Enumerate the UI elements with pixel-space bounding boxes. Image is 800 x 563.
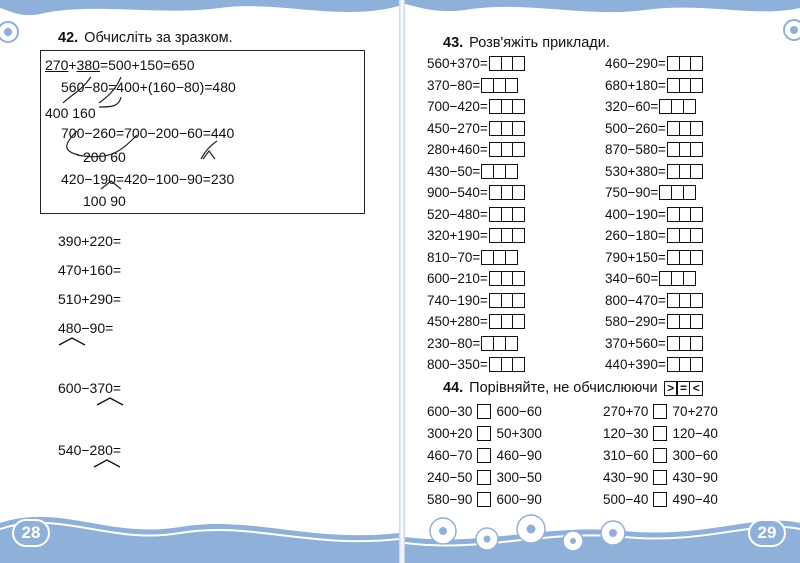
comparison-box[interactable] <box>477 470 491 485</box>
exercise-43-row: 260−180= <box>605 226 702 244</box>
task-42-item: 390+220= <box>58 233 122 249</box>
sample-line-3: 400 160 <box>45 105 96 121</box>
answer-cells[interactable] <box>659 99 694 114</box>
answer-cells[interactable] <box>667 293 702 308</box>
answer-cells[interactable] <box>489 142 524 157</box>
exercise-43-row: 450+280= <box>427 312 524 330</box>
exercise-43-row: 400−190= <box>605 205 702 223</box>
exercise-43-heading <box>443 35 610 51</box>
task-42-item: 480−90= <box>58 320 114 336</box>
page-right <box>405 0 800 563</box>
comparison-row: 430−90 430−90 <box>603 469 718 485</box>
exercise-43-row: 340−60= <box>605 269 695 287</box>
comparison-row: 580−90 600−90 <box>427 491 542 507</box>
answer-cells[interactable] <box>481 78 516 93</box>
answer-cells[interactable] <box>489 56 524 71</box>
top-wave-decoration <box>0 0 399 26</box>
answer-cells[interactable] <box>489 357 524 372</box>
split-caret <box>92 458 122 468</box>
comparison-box[interactable] <box>477 448 491 463</box>
exercise-43-row: 370+560= <box>605 334 702 352</box>
task-42-item: 510+290= <box>58 291 122 307</box>
comparison-box[interactable] <box>653 448 667 463</box>
exercise-43-row: 800−350= <box>427 355 524 373</box>
exercise-43-row: 740−190= <box>427 291 524 309</box>
exercise-43-row: 680+180= <box>605 76 702 94</box>
comparison-box[interactable] <box>653 470 667 485</box>
exercise-43-row: 870−580= <box>605 140 702 158</box>
answer-cells[interactable] <box>659 271 694 286</box>
sample-box <box>40 50 365 214</box>
answer-cells[interactable] <box>667 56 702 71</box>
comparison-row: 310−60 300−60 <box>603 447 718 463</box>
bottom-wave-decoration <box>0 493 399 563</box>
sample-line-2: 560−80=400+(160−80)=480 <box>61 79 236 95</box>
split-caret <box>95 396 125 406</box>
exercise-43-row: 320−60= <box>605 97 695 115</box>
exercise-43-row: 430−50= <box>427 162 517 180</box>
answer-cells[interactable] <box>489 121 524 136</box>
task-42-item: 600−370= <box>58 380 122 396</box>
exercise-43-row: 520−480= <box>427 205 524 223</box>
exercise-43-row: 280+460= <box>427 140 524 158</box>
answer-cells[interactable] <box>481 336 516 351</box>
answer-cells[interactable] <box>489 314 524 329</box>
answer-cells[interactable] <box>667 336 702 351</box>
task-42-item: 540−280= <box>58 442 122 458</box>
exercise-43-row: 810−70= <box>427 248 517 266</box>
answer-cells[interactable] <box>489 293 524 308</box>
top-wave-decoration <box>405 0 800 26</box>
answer-cells[interactable] <box>489 185 524 200</box>
flower-cluster-decoration <box>413 509 643 559</box>
answer-cells[interactable] <box>489 271 524 286</box>
exercise-43-instruction: Розв'яжіть приклади. <box>469 35 610 51</box>
exercise-43-row: 790+150= <box>605 248 702 266</box>
comparison-row: 600−30 600−60 <box>427 403 542 419</box>
answer-cells[interactable] <box>667 314 702 329</box>
answer-cells[interactable] <box>489 207 524 222</box>
answer-cells[interactable] <box>667 78 702 93</box>
answer-cells[interactable] <box>667 250 702 265</box>
answer-cells[interactable] <box>489 228 524 243</box>
exercise-43-row: 900−540= <box>427 183 524 201</box>
comparison-signs-legend: > = < <box>664 381 702 396</box>
page-left <box>0 0 399 563</box>
page-number-left: 28 <box>12 519 50 547</box>
sample-line-1: 270+380=500+150=650 <box>45 57 195 73</box>
answer-cells[interactable] <box>481 164 516 179</box>
task-42-item: 470+160= <box>58 262 122 278</box>
answer-cells[interactable] <box>659 185 694 200</box>
answer-cells[interactable] <box>667 121 702 136</box>
comparison-row: 270+70 70+270 <box>603 403 718 419</box>
exercise-43-row: 560+370= <box>427 54 524 72</box>
exercise-43-row: 320+190= <box>427 226 524 244</box>
answer-cells[interactable] <box>481 250 516 265</box>
exercise-43-row: 230−80= <box>427 334 517 352</box>
exercise-43-row: 800−470= <box>605 291 702 309</box>
exercise-43-row: 450−270= <box>427 119 524 137</box>
exercise-43-row: 530+380= <box>605 162 702 180</box>
exercise-43-row: 750−90= <box>605 183 695 201</box>
comparison-box[interactable] <box>477 404 491 419</box>
comparison-box[interactable] <box>653 426 667 441</box>
exercise-44-number: 44. <box>443 380 464 396</box>
split-caret <box>57 336 87 346</box>
exercise-44-instruction: Порівняйте, не обчислюючи <box>469 380 658 396</box>
comparison-row: 120−30 120−40 <box>603 425 718 441</box>
exercise-43-number: 43. <box>443 35 464 51</box>
exercise-44-heading <box>443 380 702 396</box>
comparison-row: 240−50 300−50 <box>427 469 542 485</box>
exercise-43-row: 580−290= <box>605 312 702 330</box>
answer-cells[interactable] <box>667 142 702 157</box>
flower-decoration-right <box>768 16 800 56</box>
flower-decoration-left <box>0 18 34 58</box>
answer-cells[interactable] <box>667 207 702 222</box>
comparison-box[interactable] <box>477 426 491 441</box>
answer-cells[interactable] <box>489 99 524 114</box>
answer-cells[interactable] <box>667 357 702 372</box>
answer-cells[interactable] <box>667 164 702 179</box>
answer-cells[interactable] <box>667 228 702 243</box>
page-number-right: 29 <box>748 519 786 547</box>
exercise-43-row: 460−290= <box>605 54 702 72</box>
exercise-42-instruction: Обчисліть за зразком. <box>84 30 233 46</box>
exercise-43-row: 500−260= <box>605 119 702 137</box>
sample-line-6: 420−190=420−100−90=230 <box>61 171 235 187</box>
comparison-box[interactable] <box>653 404 667 419</box>
exercise-43-row: 440+390= <box>605 355 702 373</box>
sample-line-4: 700−260=700−200−60=440 <box>61 125 235 141</box>
sample-line-5: 200 60 <box>83 149 126 165</box>
comparison-row: 300+20 50+300 <box>427 425 542 441</box>
exercise-43-row: 600−210= <box>427 269 524 287</box>
exercise-42-number: 42. <box>58 30 79 46</box>
exercise-42-heading <box>58 30 233 46</box>
exercise-43-row: 370−80= <box>427 76 517 94</box>
exercise-43-row: 700−420= <box>427 97 524 115</box>
comparison-row: 460−70 460−90 <box>427 447 542 463</box>
sample-line-7: 100 90 <box>83 193 126 209</box>
comparison-row: 500−40 490−40 <box>603 491 718 507</box>
